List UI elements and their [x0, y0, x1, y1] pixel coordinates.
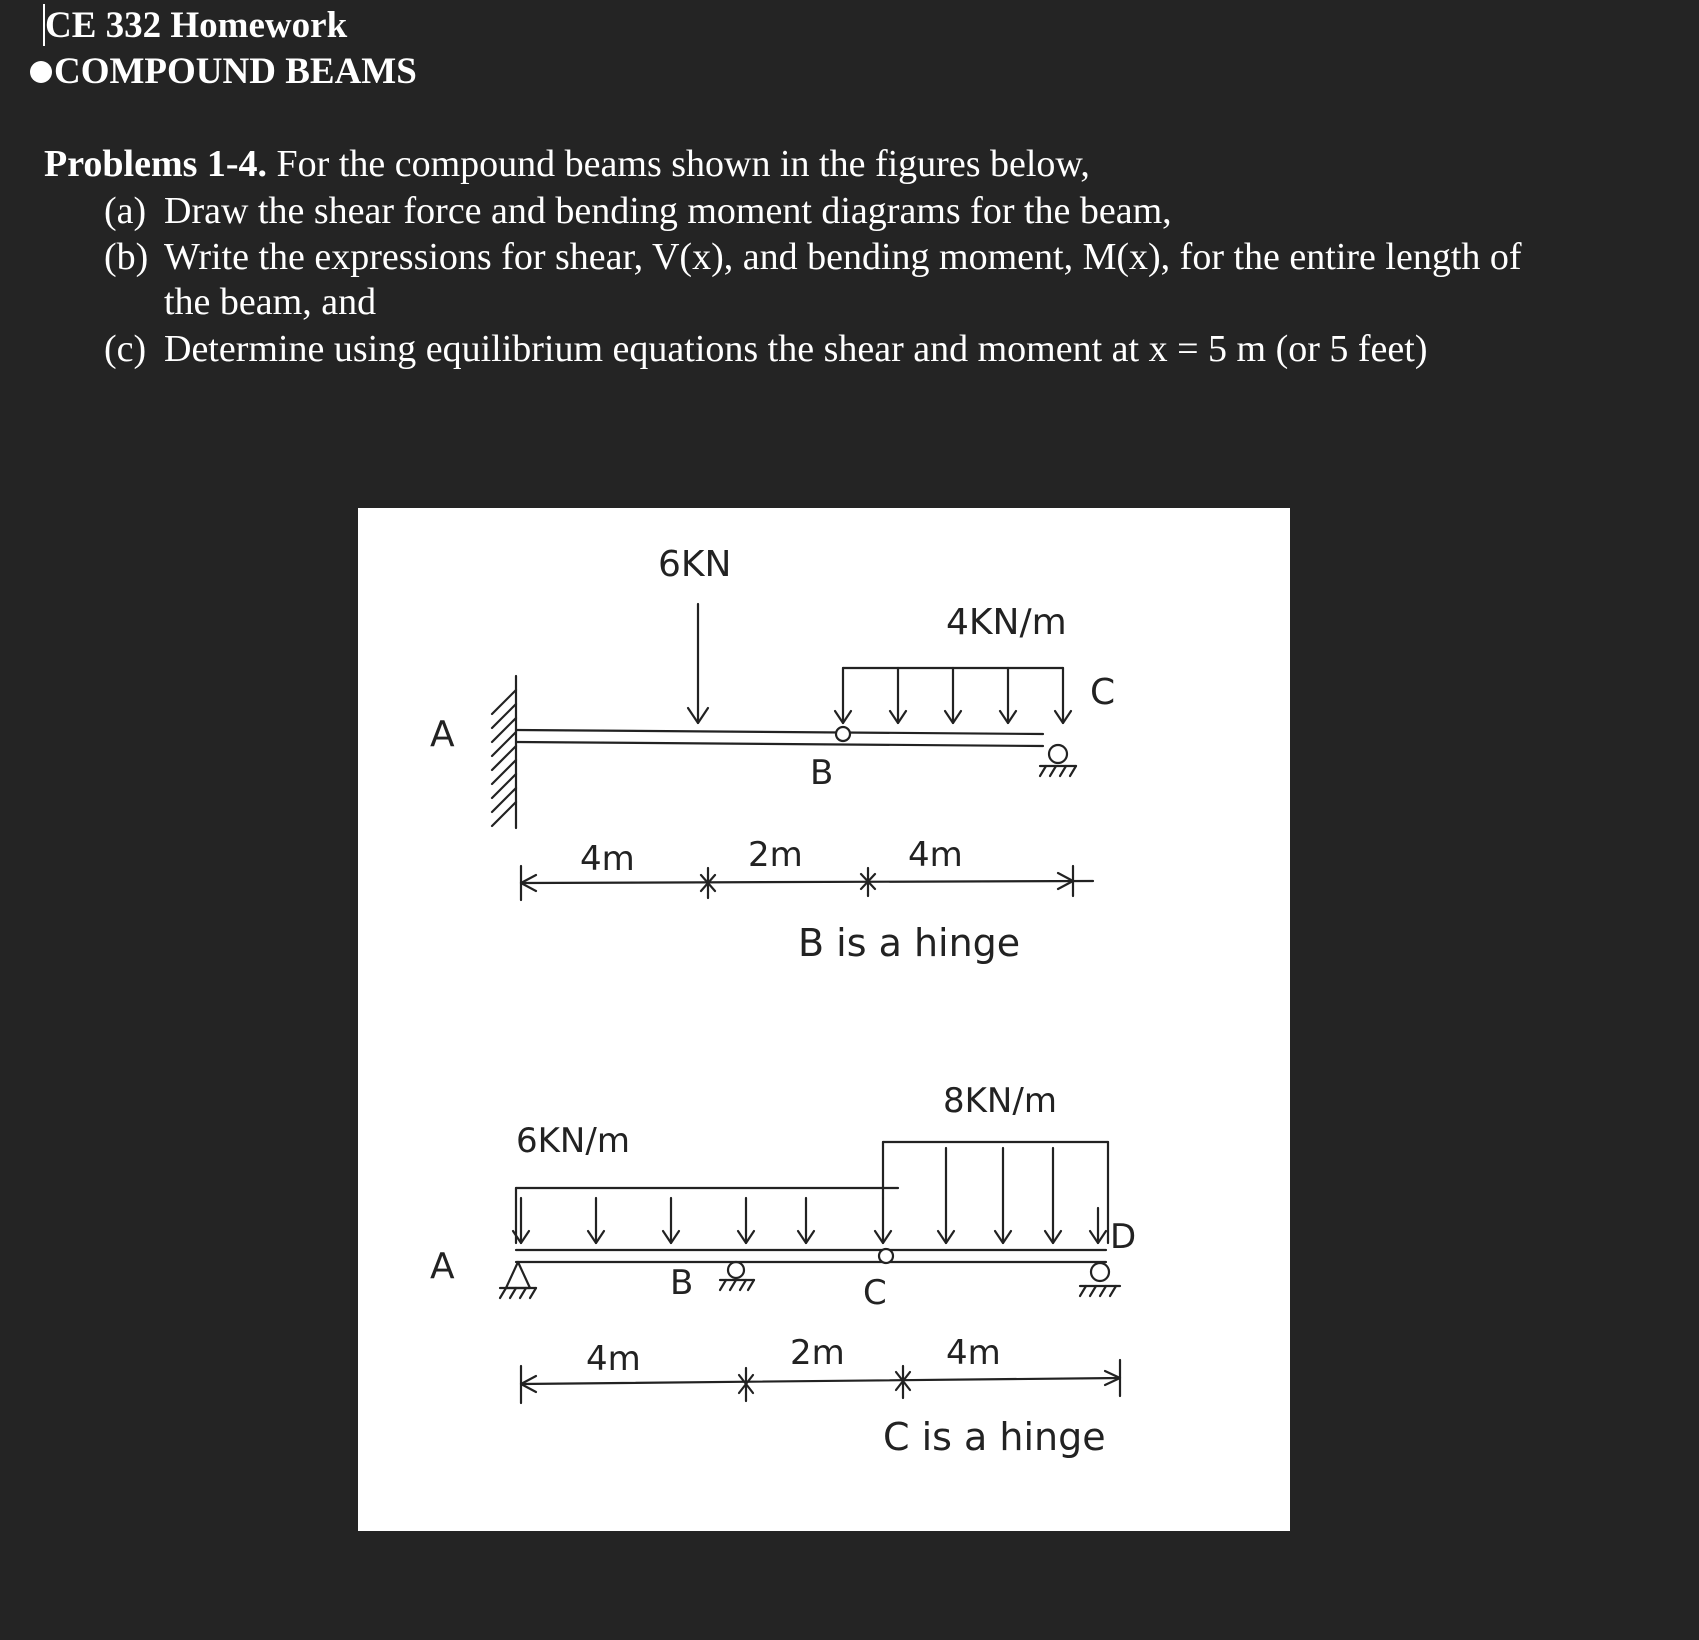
list-item-b	[104, 234, 1522, 280]
subtitle-text: COMPOUND BEAMS	[54, 51, 417, 92]
span-label: 4m	[580, 839, 635, 879]
span-label: 2m	[790, 1333, 845, 1373]
label-b: B	[670, 1263, 694, 1303]
beam-top-edge	[516, 730, 1043, 734]
list-item-b-continuation: the beam, and	[164, 281, 377, 323]
distributed-load-right-label: 8KN/m	[943, 1081, 1057, 1121]
distributed-load-arrows-right	[938, 1148, 1106, 1243]
hinge-b	[836, 727, 850, 741]
problem-intro	[44, 140, 1090, 188]
dimension-line	[521, 881, 1093, 883]
span-label: 4m	[586, 1339, 641, 1379]
wall-hatching	[492, 690, 516, 826]
beam-figure-panel	[358, 508, 1290, 1531]
list-text: Determine using equilibrium equations the shear and moment at x = 5 m (or 5 feet)	[164, 328, 1428, 370]
problem-label: Problems 1-4.	[44, 143, 268, 185]
list-text: Write the expressions for shear, V(x), and bending moment, M(x), for the entire length of	[164, 236, 1522, 278]
problem-intro-text: For the compound beams shown in the figures below,	[276, 143, 1090, 185]
beam-bottom-edge	[516, 742, 1043, 746]
label-c: C	[863, 1273, 887, 1313]
bullet-icon	[30, 61, 52, 83]
label-a: A	[430, 714, 455, 755]
list-marker: (c)	[104, 328, 147, 370]
list-item-a	[104, 188, 1172, 234]
document-title: CE 332 Homework	[45, 5, 348, 46]
figure-note: C is a hinge	[883, 1415, 1106, 1459]
span-label: 4m	[946, 1333, 1001, 1373]
span-label: 4m	[908, 835, 963, 875]
span-label: 2m	[748, 835, 803, 875]
document-subtitle	[30, 48, 417, 96]
label-d: D	[1110, 1217, 1137, 1257]
list-marker: (b)	[104, 236, 149, 278]
list-marker: (a)	[104, 190, 147, 232]
label-c: C	[1090, 672, 1116, 713]
roller-support-b	[728, 1262, 744, 1278]
distributed-load-arrows	[835, 668, 1071, 723]
list-item-c	[104, 326, 1427, 372]
beam-diagrams	[358, 508, 1290, 1531]
figure-note: B is a hinge	[798, 921, 1021, 965]
pin-support-a	[506, 1262, 530, 1288]
roller-support-d	[1091, 1263, 1109, 1281]
distributed-load-left-label: 6KN/m	[516, 1121, 630, 1161]
hinge-c	[879, 1249, 893, 1263]
roller-support-c	[1049, 745, 1067, 763]
point-load-label: 6KN	[658, 544, 732, 585]
distributed-load-label: 4KN/m	[946, 602, 1067, 643]
distributed-load-arrows-left	[513, 1198, 891, 1243]
label-a: A	[430, 1246, 455, 1287]
label-b: B	[810, 753, 834, 793]
list-text: Draw the shear force and bending moment diagrams for the beam,	[164, 190, 1172, 232]
